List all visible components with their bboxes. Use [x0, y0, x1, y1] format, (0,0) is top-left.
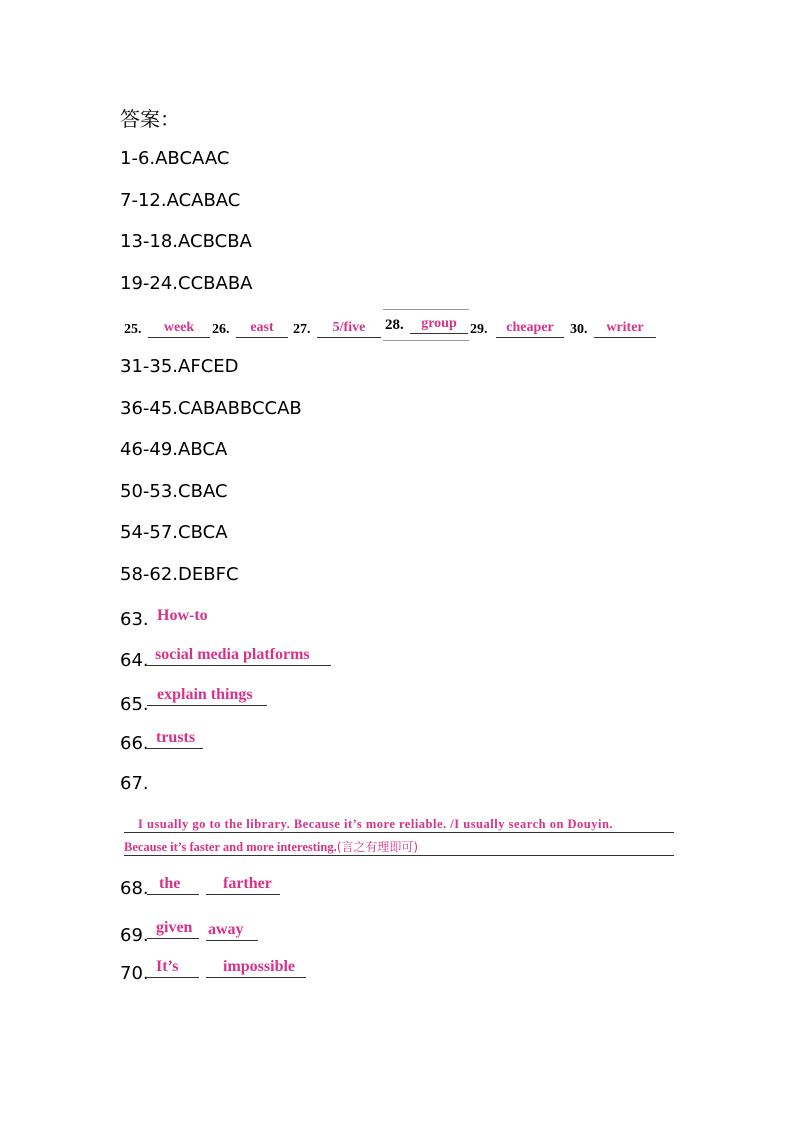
q30-number: 30. [570, 322, 588, 337]
mc-answer-line-4: 19-24.CCBABA [120, 273, 253, 294]
mc-answer-line-3: 13-18.ACBCBA [120, 231, 252, 252]
q69-answer-2: away [206, 921, 258, 941]
mc-answer-line-10: 58-62.DEBFC [120, 564, 239, 585]
mc-answer-line-7: 46-49.ABCA [120, 439, 228, 460]
q27-answer: 5/five [317, 320, 381, 338]
q68-answer-1: the [147, 875, 199, 895]
q67-number: 67. [120, 773, 149, 794]
q67-answer-text: Because it’s faster and more interesting. [124, 840, 337, 854]
q26-number: 26. [212, 322, 230, 337]
q29-answer: cheaper [496, 320, 564, 338]
q64-answer: social media platforms [147, 646, 331, 666]
q65-answer: explain things [147, 686, 267, 706]
mc-answer-line-1: 1-6.ABCAAC [120, 148, 230, 169]
q67-answer-line-2 [124, 838, 674, 856]
q69-answer-1: given [147, 919, 199, 939]
q70-answer-2: impossible [206, 958, 306, 978]
q67-answer-line-1: I usually go to the library. Because it’s more reliable. /I usually search on Douyin. [124, 817, 674, 833]
q66-answer: trusts [147, 729, 203, 749]
q63-number: 63. [120, 609, 149, 630]
q29-number: 29. [470, 322, 488, 337]
mc-answer-line-9: 54-57.CBCA [120, 522, 228, 543]
q26-answer: east [236, 320, 288, 338]
answer-title: 答案： [120, 107, 180, 131]
q28-number: 28. [385, 317, 404, 333]
q70-number: 70. [120, 963, 149, 984]
mc-answer-line-8: 50-53.CBAC [120, 481, 228, 502]
q63-answer: How-to [157, 607, 208, 624]
q65-number: 65. [120, 694, 149, 715]
q27-number: 27. [293, 322, 311, 337]
fill-in-row-25-30 [124, 308, 664, 342]
q28-answer: group [410, 316, 468, 334]
q68-answer-2: farther [206, 875, 280, 895]
q69-number: 69. [120, 925, 149, 946]
q64-number: 64. [120, 650, 149, 671]
q30-answer: writer [594, 320, 656, 338]
q68-number: 68. [120, 878, 149, 899]
q67-note: (言之有理即可) [336, 840, 419, 854]
q70-answer-1: It’s [147, 958, 199, 978]
mc-answer-line-2: 7-12.ACABAC [120, 190, 241, 211]
q25-answer: week [148, 320, 210, 338]
mc-answer-line-5: 31-35.AFCED [120, 356, 239, 377]
q66-number: 66. [120, 733, 149, 754]
q25-number: 25. [124, 322, 142, 337]
mc-answer-line-6: 36-45.CABABBCCAB [120, 398, 302, 419]
